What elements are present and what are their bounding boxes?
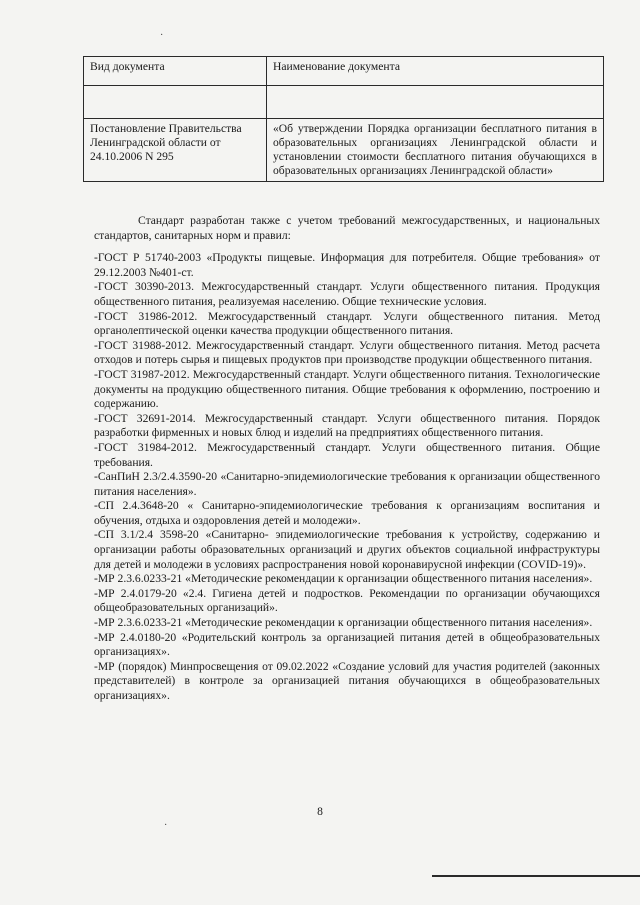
list-item: -МР (порядок) Минпросвещения от 09.02.2022 «Создание условий для участия родителей (законных представителей) в контроле за организацией питания обучающихся в общеобразовательных организациях».	[94, 659, 600, 702]
list-item: -ГОСТ 31987-2012. Межгосударственный стандарт. Услуги общественного питания. Технологические документы на продукцию общественного питания. Общие требования к оформлению, построению и содержанию.	[94, 367, 600, 411]
list-item: -СП 2.4.3648-20 « Санитарно-эпидемиологические требования к организациям воспитания и обучения, отдыха и оздоровления детей и молодежи».	[94, 499, 600, 527]
page-number: 8	[317, 805, 323, 818]
list-item: -ГОСТ 30390-2013. Межгосударственный стандарт. Услуги общественного питания. Продукция общественного питания, реализуемая населению. Общие технические условия.	[94, 280, 600, 308]
list-item: -СанПиН 2.3/2.4.3590-20 «Санитарно-эпидемиологические требования к организации общественного питания населения».	[94, 470, 600, 498]
list-item: -МР 2.4.0179-20 «2.4. Гигиена детей и подростков. Рекомендации по организации обучающихся общеобразовательных организаций».	[94, 586, 600, 615]
list-item: -ГОСТ 31986-2012. Межгосударственный стандарт. Услуги общественного питания. Метод органолептической оценки качества продукции общественного питания.	[94, 309, 600, 338]
standards-list	[94, 214, 600, 704]
list-item: -ГОСТ Р 51740-2003 «Продукты пищевые. Информация для потребителя. Общие требования» от 29.12.2003 №401-ст.	[94, 251, 600, 279]
intro-paragraph: Стандарт разработан также с учетом требований межгосударственных, и национальных стандартов, санитарных норм и правил:	[94, 214, 600, 242]
list-item: -МР 2.3.6.0233-21 «Методические рекомендации к организации общественного питания населения».	[94, 572, 593, 586]
list-item: -МР 2.3.6.0233-21 «Методические рекомендации к организации общественного питания населения».	[94, 616, 593, 630]
header-document-name: Наименование документа	[267, 57, 604, 86]
list-item: -ГОСТ 31984-2012. Межгосударственный стандарт. Услуги общественного питания. Общие требования.	[94, 440, 600, 469]
scan-dot: ·	[160, 30, 164, 41]
list-item: -ГОСТ 31988-2012. Межгосударственный стандарт. Услуги общественного питания. Метод расчета отходов и потерь сырья и пищевых продуктов при производстве продукции общественного питания.	[94, 338, 600, 367]
documents-table	[83, 56, 604, 182]
document-name-cell: «Об утверждении Порядка организации бесплатного питания в образовательных организациях Ленинградской области и установлении стоимости бесплатного питания обучающихся в образовательных организациях Ленинградской области»	[267, 119, 604, 182]
table-header-row	[84, 57, 604, 86]
table-empty-row	[84, 86, 604, 119]
list-item: -СП 3.1/2.4 3598-20 «Санитарно- эпидемиологические требования к устройству, содержанию и организации работы образовательных организаций и других объектов социальной инфраструктуры для детей и молодежи в условиях распространения новой коронавирусной инфекции (COVID-19)».	[94, 528, 600, 571]
table-row	[84, 119, 604, 182]
document-type-cell: Постановление Правительства Ленинградской области от 24.10.2006 N 295	[84, 119, 267, 182]
list-item: -МР 2.4.0180-20 «Родительский контроль за организацией питания детей в общеобразовательных организациях».	[94, 630, 600, 659]
list-item: -ГОСТ 32691-2014. Межгосударственный стандарт. Услуги общественного питания. Порядок разработки фирменных и новых блюд и изделий на предприятиях общественного питания.	[94, 411, 600, 440]
header-document-type: Вид документа	[84, 57, 267, 86]
scan-edge-line	[432, 875, 640, 877]
scan-dot: ·	[164, 820, 168, 831]
